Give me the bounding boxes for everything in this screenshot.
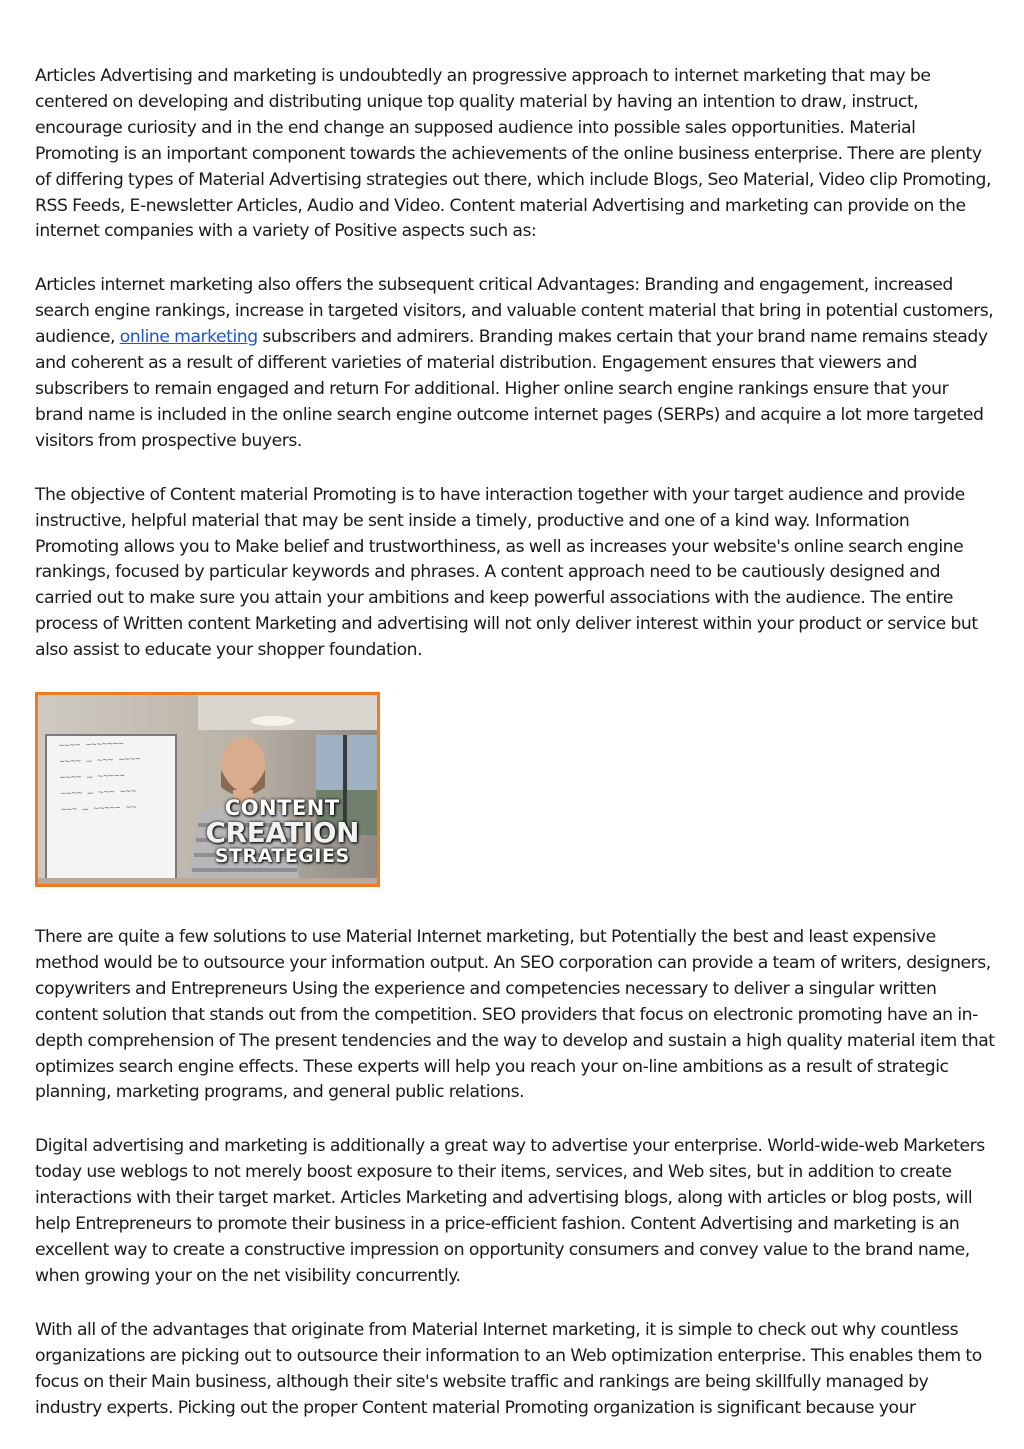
caption-line-creation: CREATION xyxy=(205,816,359,850)
paragraph-5: Digital advertising and marketing is additionally a great way to advertise your enterprise. World-wide-web Marketers today use weblogs to not merely boost exposure to their items, services, and Web sites, but in addition to create interactions with their target market. Articles Marketing and advertising blogs, along with articles or blog posts, will help Entrepreneurs to promote their business in a price-efficient fashion. Content Advertising and marketing is an excellent way to create a constructive impression on opportunity consumers and convey value to the brand name, when growing your on the net visibility concurrently. xyxy=(35,1136,985,1286)
paragraph-3: The objective of Content material Promoting is to have interaction together with your target audience and provide instructive, helpful material that may be sent inside a timely, productive and one of a kind way. Information Promoting allows you to Make belief and trustworthiness, as well as increases your website's online search engine rankings, focused by particular keywords and phrases. A content approach need to be cautiously designed and carried out to make sure you attain your ambitions and keep powerful associations with the audience. The entire process of Written content Marketing and advertising will not only deliver interest within your product or service but also assist to educate your shopper foundation. xyxy=(35,484,978,661)
paragraph-6: With all of the advantages that originate from Material Internet marketing, it is simple to check out why countless organizations are picking out to outsource their information to an Web optimization enterprise. This enables them to focus on their Main business, although their site's website traffic and rankings are being skillfully managed by industry experts. Picking out the proper Content material Promoting organization is significant because your xyxy=(35,1319,982,1418)
caption-line-strategies: STRATEGIES xyxy=(214,845,350,868)
paragraph-1: Articles Advertising and marketing is undoubtedly an progressive approach to internet marketing that may be centered on developing and distributing unique top quality material by having an intention to draw, instruct, encourage curiosity and in the end change an supposed audience into possible sales opportunities. Material Promoting is an important component towards the achievements of the online business enterprise. There are plenty of differing types of Material Advertising strategies out there, which include Blogs, Seo Material, Video clip Promoting, RSS Feeds, E-newsletter Articles, Audio and Video. Content material Advertising and marketing can provide on the internet companies with a variety of Positive aspects such as: xyxy=(35,66,992,242)
caption-line-content: CONTENT xyxy=(224,796,340,821)
online-marketing-link[interactable]: online marketing xyxy=(119,327,258,348)
paragraph-2 xyxy=(35,273,995,454)
whiteboard-scribbles: ~~~~ ~~~~~~~ ~~~~ — ~~~ ~~~~ ~~~~ — ~~~~~ ~~~~ — ~~~ ~~~ ~~~ — ~~~~~ ~~ xyxy=(58,739,141,816)
paragraph-2-text-end: subscribers and admirers. Branding makes certain that your brand name remains steady and coherent as a result of different varieties of material distribution. Engagement ensures that viewers and subscribers to remain engaged and return For additional. Higher online search engine rankings ensure that your brand name is included in the online search engine outcome internet pages (SERPs) and acquire a lot more targeted visitors from prospective buyers. xyxy=(35,327,988,451)
paragraph-4: There are quite a few solutions to use Material Internet marketing, but Potentially the best and least expensive method would be to outsource your information output. An SEO corporation can provide a team of writers, designers, copywriters and Entrepreneurs Using the experience and competencies necessary to deliver a singular written content solution that stands out from the competition. SEO providers that focus on electronic promoting have an in-depth comprehension of The present tendencies and the way to develop and sustain a high quality material item that optimizes search engine effects. These experts will help you reach your on-line ambitions as a result of strategic planning, marketing programs, and general public relations. xyxy=(35,927,995,1103)
content-creation-image xyxy=(35,692,380,887)
article-body xyxy=(35,64,995,1449)
image-caption xyxy=(206,798,360,866)
paragraph-2-text-start: Articles internet marketing also offers the subsequent critical Advantages: Branding and engagement, increased search engine rankings, increase in targeted visitors, and valuable content material that bring in potential customers, audience, xyxy=(35,275,994,348)
